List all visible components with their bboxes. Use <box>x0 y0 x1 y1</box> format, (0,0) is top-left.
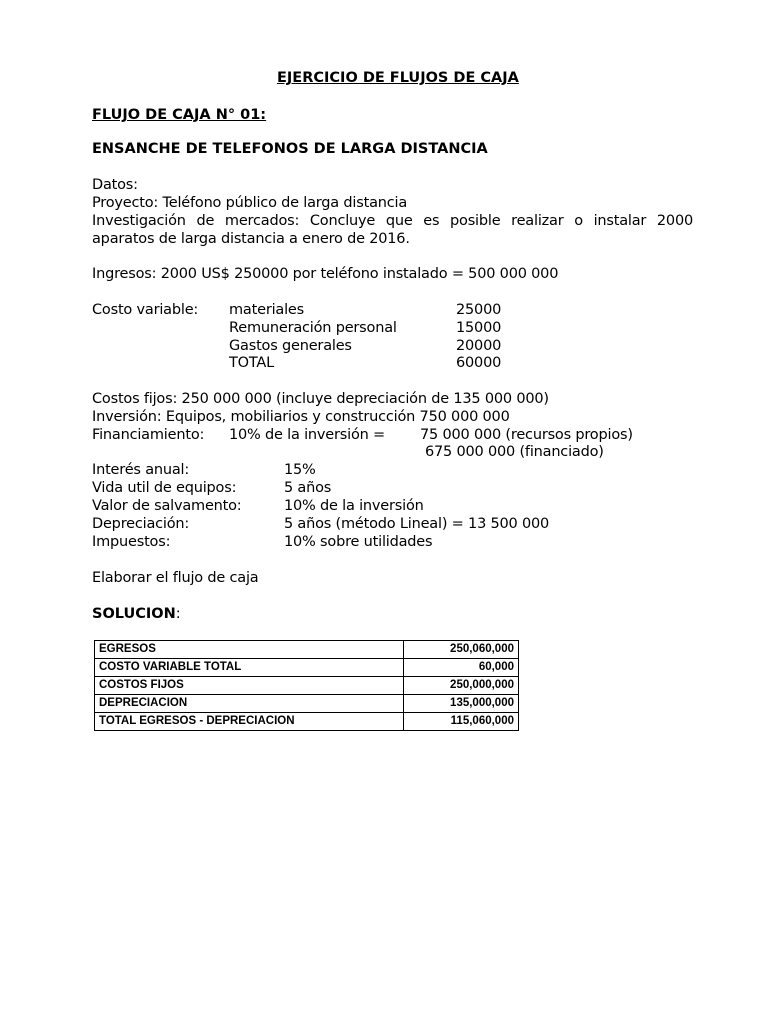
row-amount: 135,000,000 <box>404 695 519 713</box>
parametro-value: 15% <box>284 462 316 478</box>
row-concept: COSTOS FIJOS <box>95 677 404 695</box>
ingresos-line: Ingresos: 2000 US$ 250000 por teléfono instalado = 500 000 000 <box>92 266 559 282</box>
row-concept: TOTAL EGRESOS - DEPRECIACION <box>95 713 404 731</box>
parametro-value: 5 años (método Lineal) = 13 500 000 <box>284 516 550 532</box>
table-row <box>95 695 519 713</box>
parametro-value: 10% de la inversión <box>284 498 424 514</box>
row-concept: EGRESOS <box>95 641 404 659</box>
cv-item-name: Gastos generales <box>229 338 352 354</box>
datos-label: Datos: <box>92 177 138 193</box>
financiamiento-label: Financiamiento: <box>92 427 205 443</box>
inversion-line: Inversión: Equipos, mobiliarios y construcción 750 000 000 <box>92 409 510 425</box>
costo-variable-label: Costo variable: <box>92 302 199 318</box>
row-concept: COSTO VARIABLE TOTAL <box>95 659 404 677</box>
financiamiento-pct: 10% de la inversión = <box>229 427 385 443</box>
section-title: FLUJO DE CAJA N° 01: <box>92 107 267 123</box>
cv-item-value: 25000 <box>456 302 502 318</box>
row-amount: 60,000 <box>404 659 519 677</box>
cv-item-name: Remuneración personal <box>229 320 397 336</box>
parametro-label: Depreciación: <box>92 516 190 532</box>
financiamiento-financiado: 675 000 000 (financiado) <box>425 444 604 460</box>
row-amount: 115,060,000 <box>404 713 519 731</box>
financiamiento-propios: 75 000 000 (recursos propios) <box>420 427 633 443</box>
parametro-label: Valor de salvamento: <box>92 498 242 514</box>
instruction-line: Elaborar el flujo de caja <box>92 570 259 586</box>
proyecto-line: Proyecto: Teléfono público de larga distancia <box>92 195 408 211</box>
cv-item-name: materiales <box>229 302 304 318</box>
parametro-value: 10% sobre utilidades <box>284 534 433 550</box>
case-title: ENSANCHE DE TELEFONOS DE LARGA DISTANCIA <box>92 141 488 157</box>
cv-item-value: 20000 <box>456 338 502 354</box>
table-row <box>95 677 519 695</box>
investigacion-line-1: Investigación de mercados: Concluye que es posible realizar o instalar 2000 <box>92 213 693 229</box>
parametro-label: Impuestos: <box>92 534 171 550</box>
cv-item-value: 15000 <box>456 320 502 336</box>
solucion-label: SOLUCION <box>92 606 176 622</box>
row-concept: DEPRECIACION <box>95 695 404 713</box>
parametro-value: 5 años <box>284 480 332 496</box>
costos-fijos-line: Costos fijos: 250 000 000 (incluye depreciación de 135 000 000) <box>92 391 549 407</box>
row-amount: 250,060,000 <box>404 641 519 659</box>
cv-total-label: TOTAL <box>229 355 274 371</box>
page-title: EJERCICIO DE FLUJOS DE CAJA <box>277 70 519 86</box>
table-row <box>95 713 519 731</box>
table-row <box>95 659 519 677</box>
solution-table <box>94 640 519 731</box>
solucion-heading <box>92 606 181 622</box>
table-row <box>95 641 519 659</box>
cv-total-value: 60000 <box>456 355 502 371</box>
parametro-label: Interés anual: <box>92 462 190 478</box>
solucion-colon: : <box>175 606 181 622</box>
parametro-label: Vida util de equipos: <box>92 480 237 496</box>
row-amount: 250,000,000 <box>404 677 519 695</box>
investigacion-line-2: aparatos de larga distancia a enero de 2016. <box>92 231 410 247</box>
